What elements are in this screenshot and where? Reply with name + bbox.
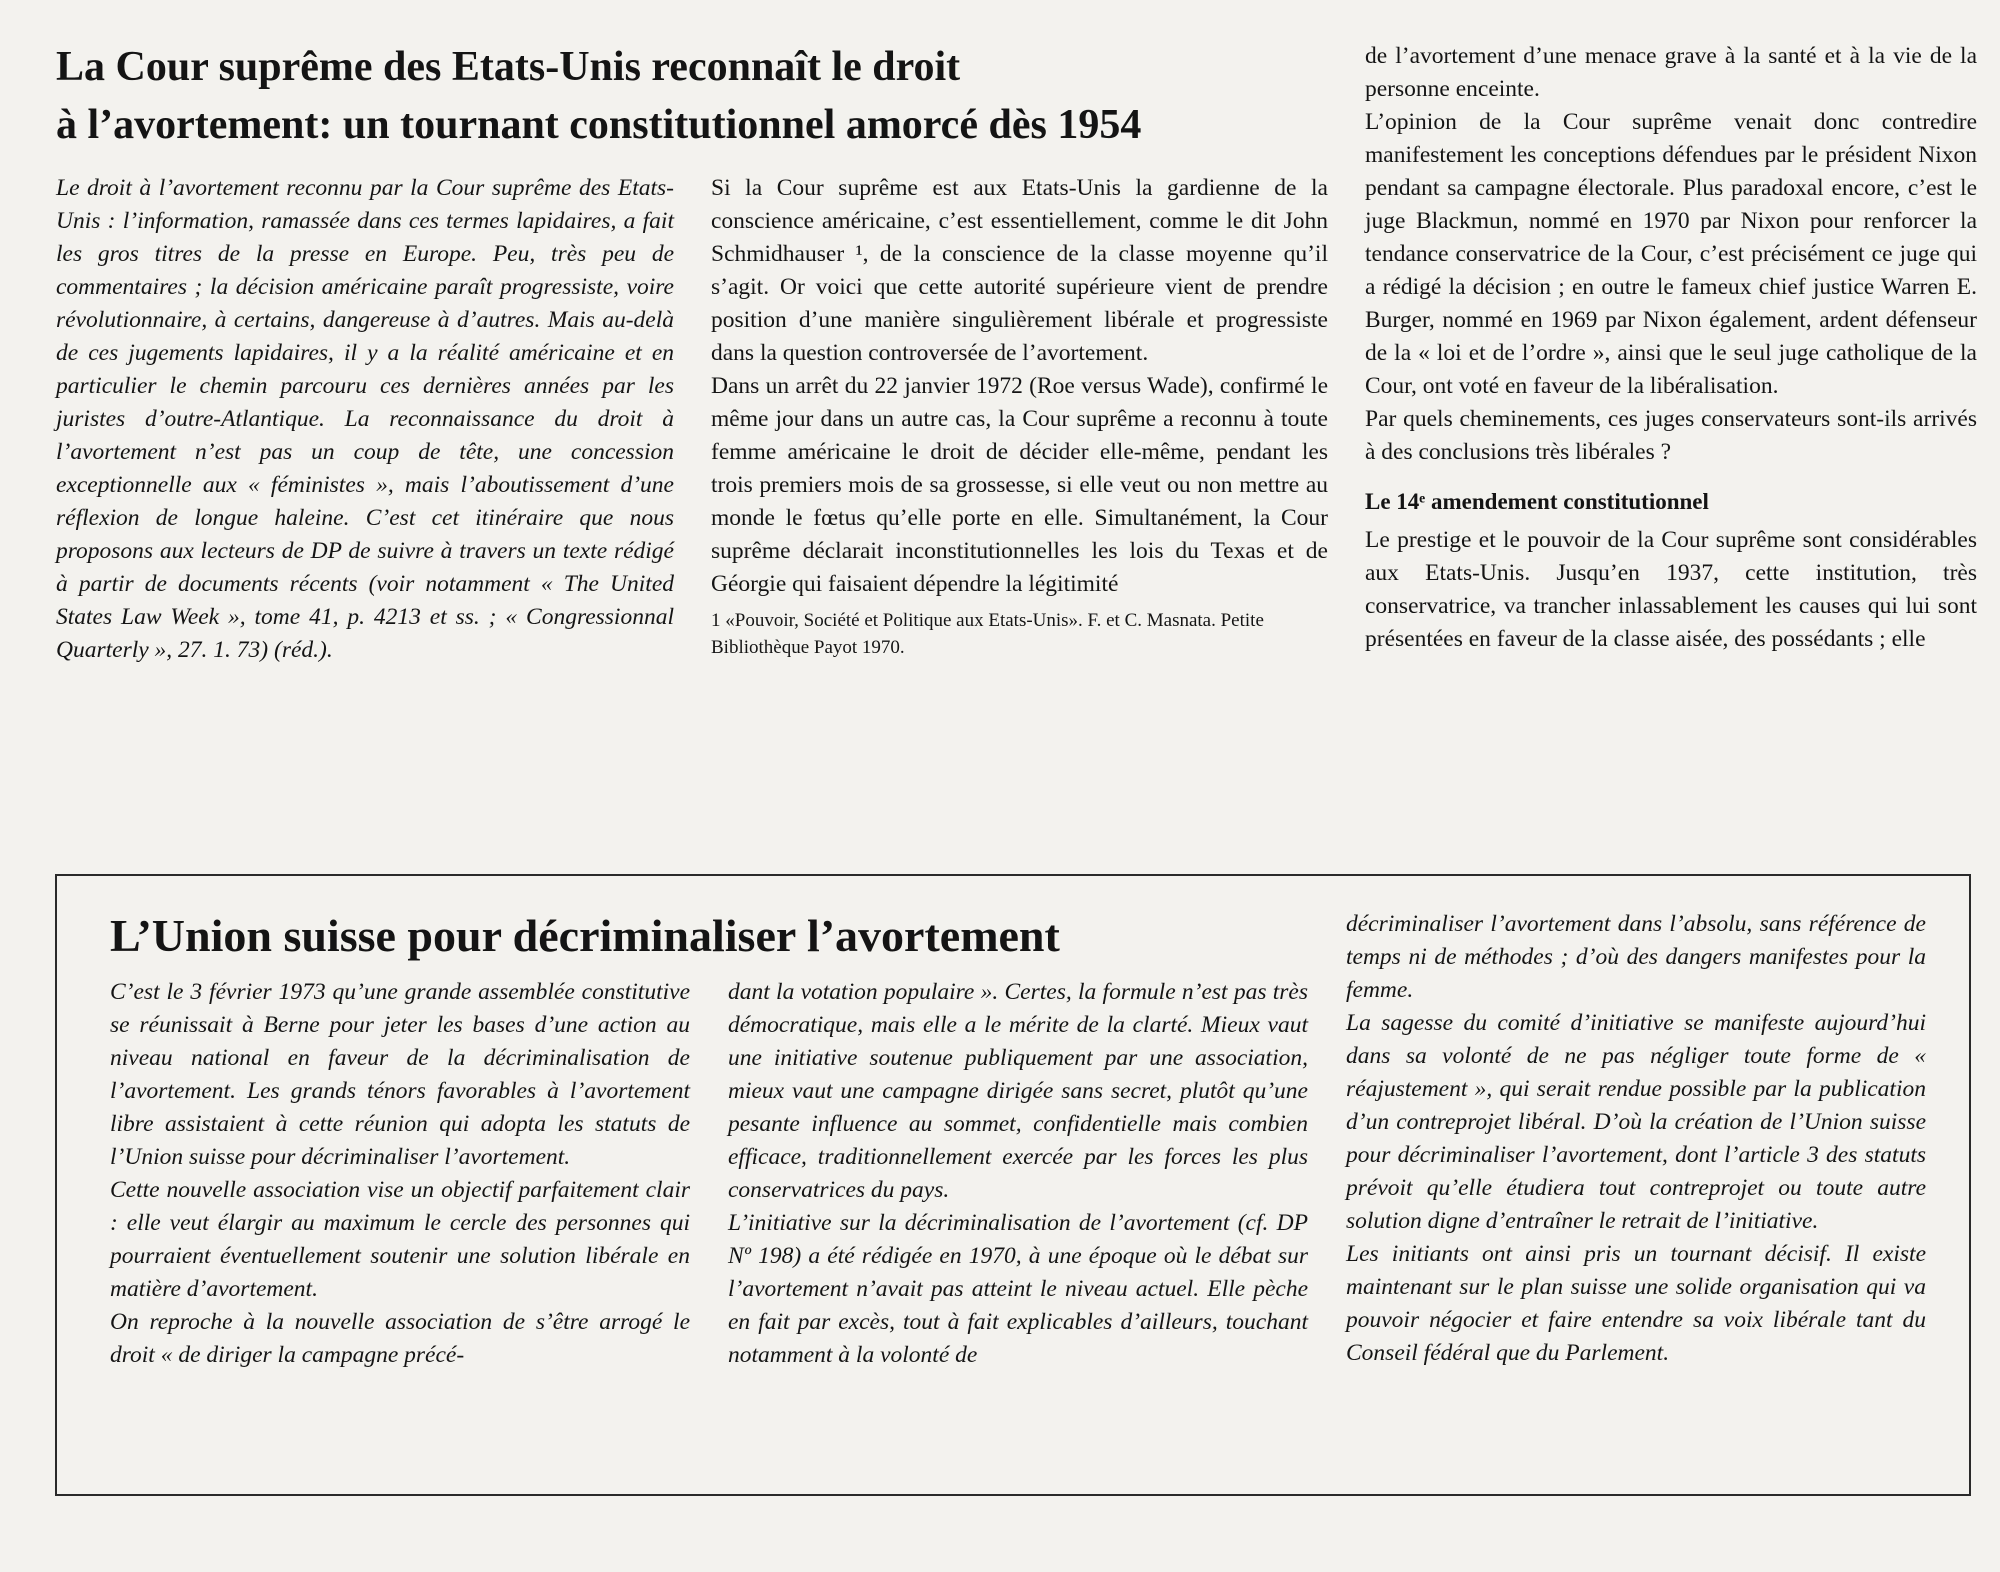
headline-line-1: La Cour suprême des Etats-Unis reconnaît le droit bbox=[56, 44, 961, 90]
box-paragraph: C’est le 3 février 1973 qu’une grande assemblée constitutive se réunissait à Berne pour jeter les bases d’une action au niveau national en faveur de la décriminalisation de l’avortement. Les grands ténors favorables à l’avortement libre assistaient à cette réunion qui adopta les statuts de l’Union suisse pour décriminaliser l’avortement. bbox=[110, 979, 690, 1170]
article-headline bbox=[56, 38, 1346, 154]
article-paragraph: Si la Cour suprême est aux Etats-Unis la gardienne de la conscience américaine, c’est essentiellement, comme le dit John Schmidhauser ¹, de la conscience de la classe moyenne qu’il s’agit. Or voici que cette autorité supérieure vient de prendre position d’une manière singulièrement libérale et progressiste dans la question controversée de l’avortement. bbox=[711, 175, 1328, 366]
article-paragraph: de l’avortement d’une menace grave à la santé et à la vie de la personne enceinte. bbox=[1365, 43, 1977, 102]
article-intro bbox=[56, 172, 674, 667]
article-column-right bbox=[1365, 40, 1977, 656]
box-paragraph: dant la votation populaire ». Certes, la formule n’est pas très démocratique, mais elle a le mérite de la clarté. Mieux vaut une initiative soutenue publiquement par une association, mieux vaut une campagne dirigée sans secret, plutôt qu’une pesante influence au sommet, confidentielle mais combien efficace, traditionnellement exercée par les forces les plus conservatrices du pays. bbox=[728, 979, 1308, 1203]
box-paragraph: décriminaliser l’avortement dans l’absolu, sans référence de temps ni de méthodes ; d’où des dangers manifestes pour la femme. bbox=[1346, 911, 1926, 1003]
article-paragraph: L’opinion de la Cour suprême venait donc contredire manifestement les conceptions défendues par le président Nixon pendant sa campagne électorale. Plus paradoxal encore, c’est le juge Blackmun, nommé en 1970 par Nixon pour renforcer la tendance conservatrice de la Cour, c’est précisément ce juge qui a rédigé la décision ; en outre le fameux chief justice Warren E. Burger, nommé en 1969 par Nixon également, ardent défenseur de la « loi et de l’ordre », ainsi que le seul juge catholique de la Cour, ont voté en faveur de la libéralisation. bbox=[1365, 109, 1977, 399]
headline-line-2: à l’avortement: un tournant constitutionnel amorcé dès 1954 bbox=[56, 102, 1142, 148]
box-column-2 bbox=[728, 976, 1308, 1372]
intro-text: Le droit à l’avortement reconnu par la Cour suprême des Etats-Unis : l’information, ramassée dans ces termes lapidaires, a fait les gros titres de la presse en Europe. Peu, très peu de commentaires ; la décision américaine paraît progressiste, voire révolutionnaire, à certains, dangereuse à d’autres. Mais au-delà de ces jugements lapidaires, il y a la réalité américaine et en particulier le chemin parcouru ces dernières années par les juristes d’outre-Atlantique. La reconnaissance du droit à l’avortement n’est pas un coup de tête, une concession exceptionnelle aux « féministes », mais l’aboutissement d’une réflexion de longue haleine. C’est cet itinéraire que nous proposons aux lecteurs de DP de suivre à travers un texte rédigé à partir de documents récents (voir notamment « The United States Law Week », tome 41, p. 4213 et ss. ; « Congressionnal Quarterly », 27. 1. 73) (réd.). bbox=[56, 175, 674, 663]
section-subheading: Le 14ᵉ amendement constitutionnel bbox=[1365, 489, 1709, 514]
box-paragraph: Cette nouvelle association vise un objectif parfaitement clair : elle veut élargir au maximum le cercle des personnes qui pourraient éventuellement soutenir une solution libérale en matière d’avortement. bbox=[110, 1177, 690, 1302]
article-paragraph: Par quels cheminements, ces juges conservateurs sont-ils arrivés à des conclusions très libérales ? bbox=[1365, 406, 1977, 465]
box-paragraph: La sagesse du comité d’initiative se manifeste aujourd’hui dans sa volonté de ne pas négliger toute forme de « réajustement », qui serait rendue possible par la publication d’un contreprojet libéral. D’où la création de l’Union suisse pour décriminaliser l’avortement, dont l’article 3 des statuts prévoit qu’elle étudiera tout contreprojet ou toute autre solution digne d’entraîner le retrait de l’initiative. bbox=[1346, 1010, 1926, 1234]
box-headline: L’Union suisse pour décriminaliser l’avortement bbox=[110, 910, 1060, 961]
box-column-3 bbox=[1346, 908, 1926, 1370]
box-paragraph: Les initiants ont ainsi pris un tournant décisif. Il existe maintenant sur le plan suisse une solide organisation qui va pouvoir négocier et faire entendre sa voix libérale tant du Conseil fédéral que du Parlement. bbox=[1346, 1241, 1926, 1366]
box-paragraph: L’initiative sur la décriminalisation de l’avortement (cf. DP Nº 198) a été rédigée en 1970, à une époque où le débat sur l’avortement n’avait pas atteint le niveau actuel. Elle pèche en fait par excès, tout à fait explicables d’ailleurs, touchant notamment à la volonté de bbox=[728, 1210, 1308, 1368]
box-paragraph: On reproche à la nouvelle association de s’être arrogé le droit « de diriger la campagne précé- bbox=[110, 1309, 690, 1368]
article-paragraph: Dans un arrêt du 22 janvier 1972 (Roe versus Wade), confirmé le même jour dans un autre cas, la Cour suprême a reconnu à toute femme américaine le droit de décider elle-même, pendant les trois premiers mois de sa grossesse, si elle veut ou non mettre au monde le fœtus qu’elle porte en elle. Simultanément, la Cour suprême déclarait inconstitutionnelles les lois du Texas et de Géorgie qui faisaient dépendre la légitimité bbox=[711, 373, 1328, 597]
box-column-1 bbox=[110, 976, 690, 1372]
article-column-middle bbox=[711, 172, 1328, 661]
article-paragraph: Le prestige et le pouvoir de la Cour suprême sont considérables aux Etats-Unis. Jusqu’en 1937, cette institution, très conservatrice, va trancher inlassablement les causes qui lui sont présentées en faveur de la classe aisée, des possédants ; elle bbox=[1365, 527, 1977, 652]
footnote: 1 «Pouvoir, Société et Politique aux Etats-Unis». F. et C. Masnata. Petite Bibliothèque Payot 1970. bbox=[711, 610, 1264, 658]
